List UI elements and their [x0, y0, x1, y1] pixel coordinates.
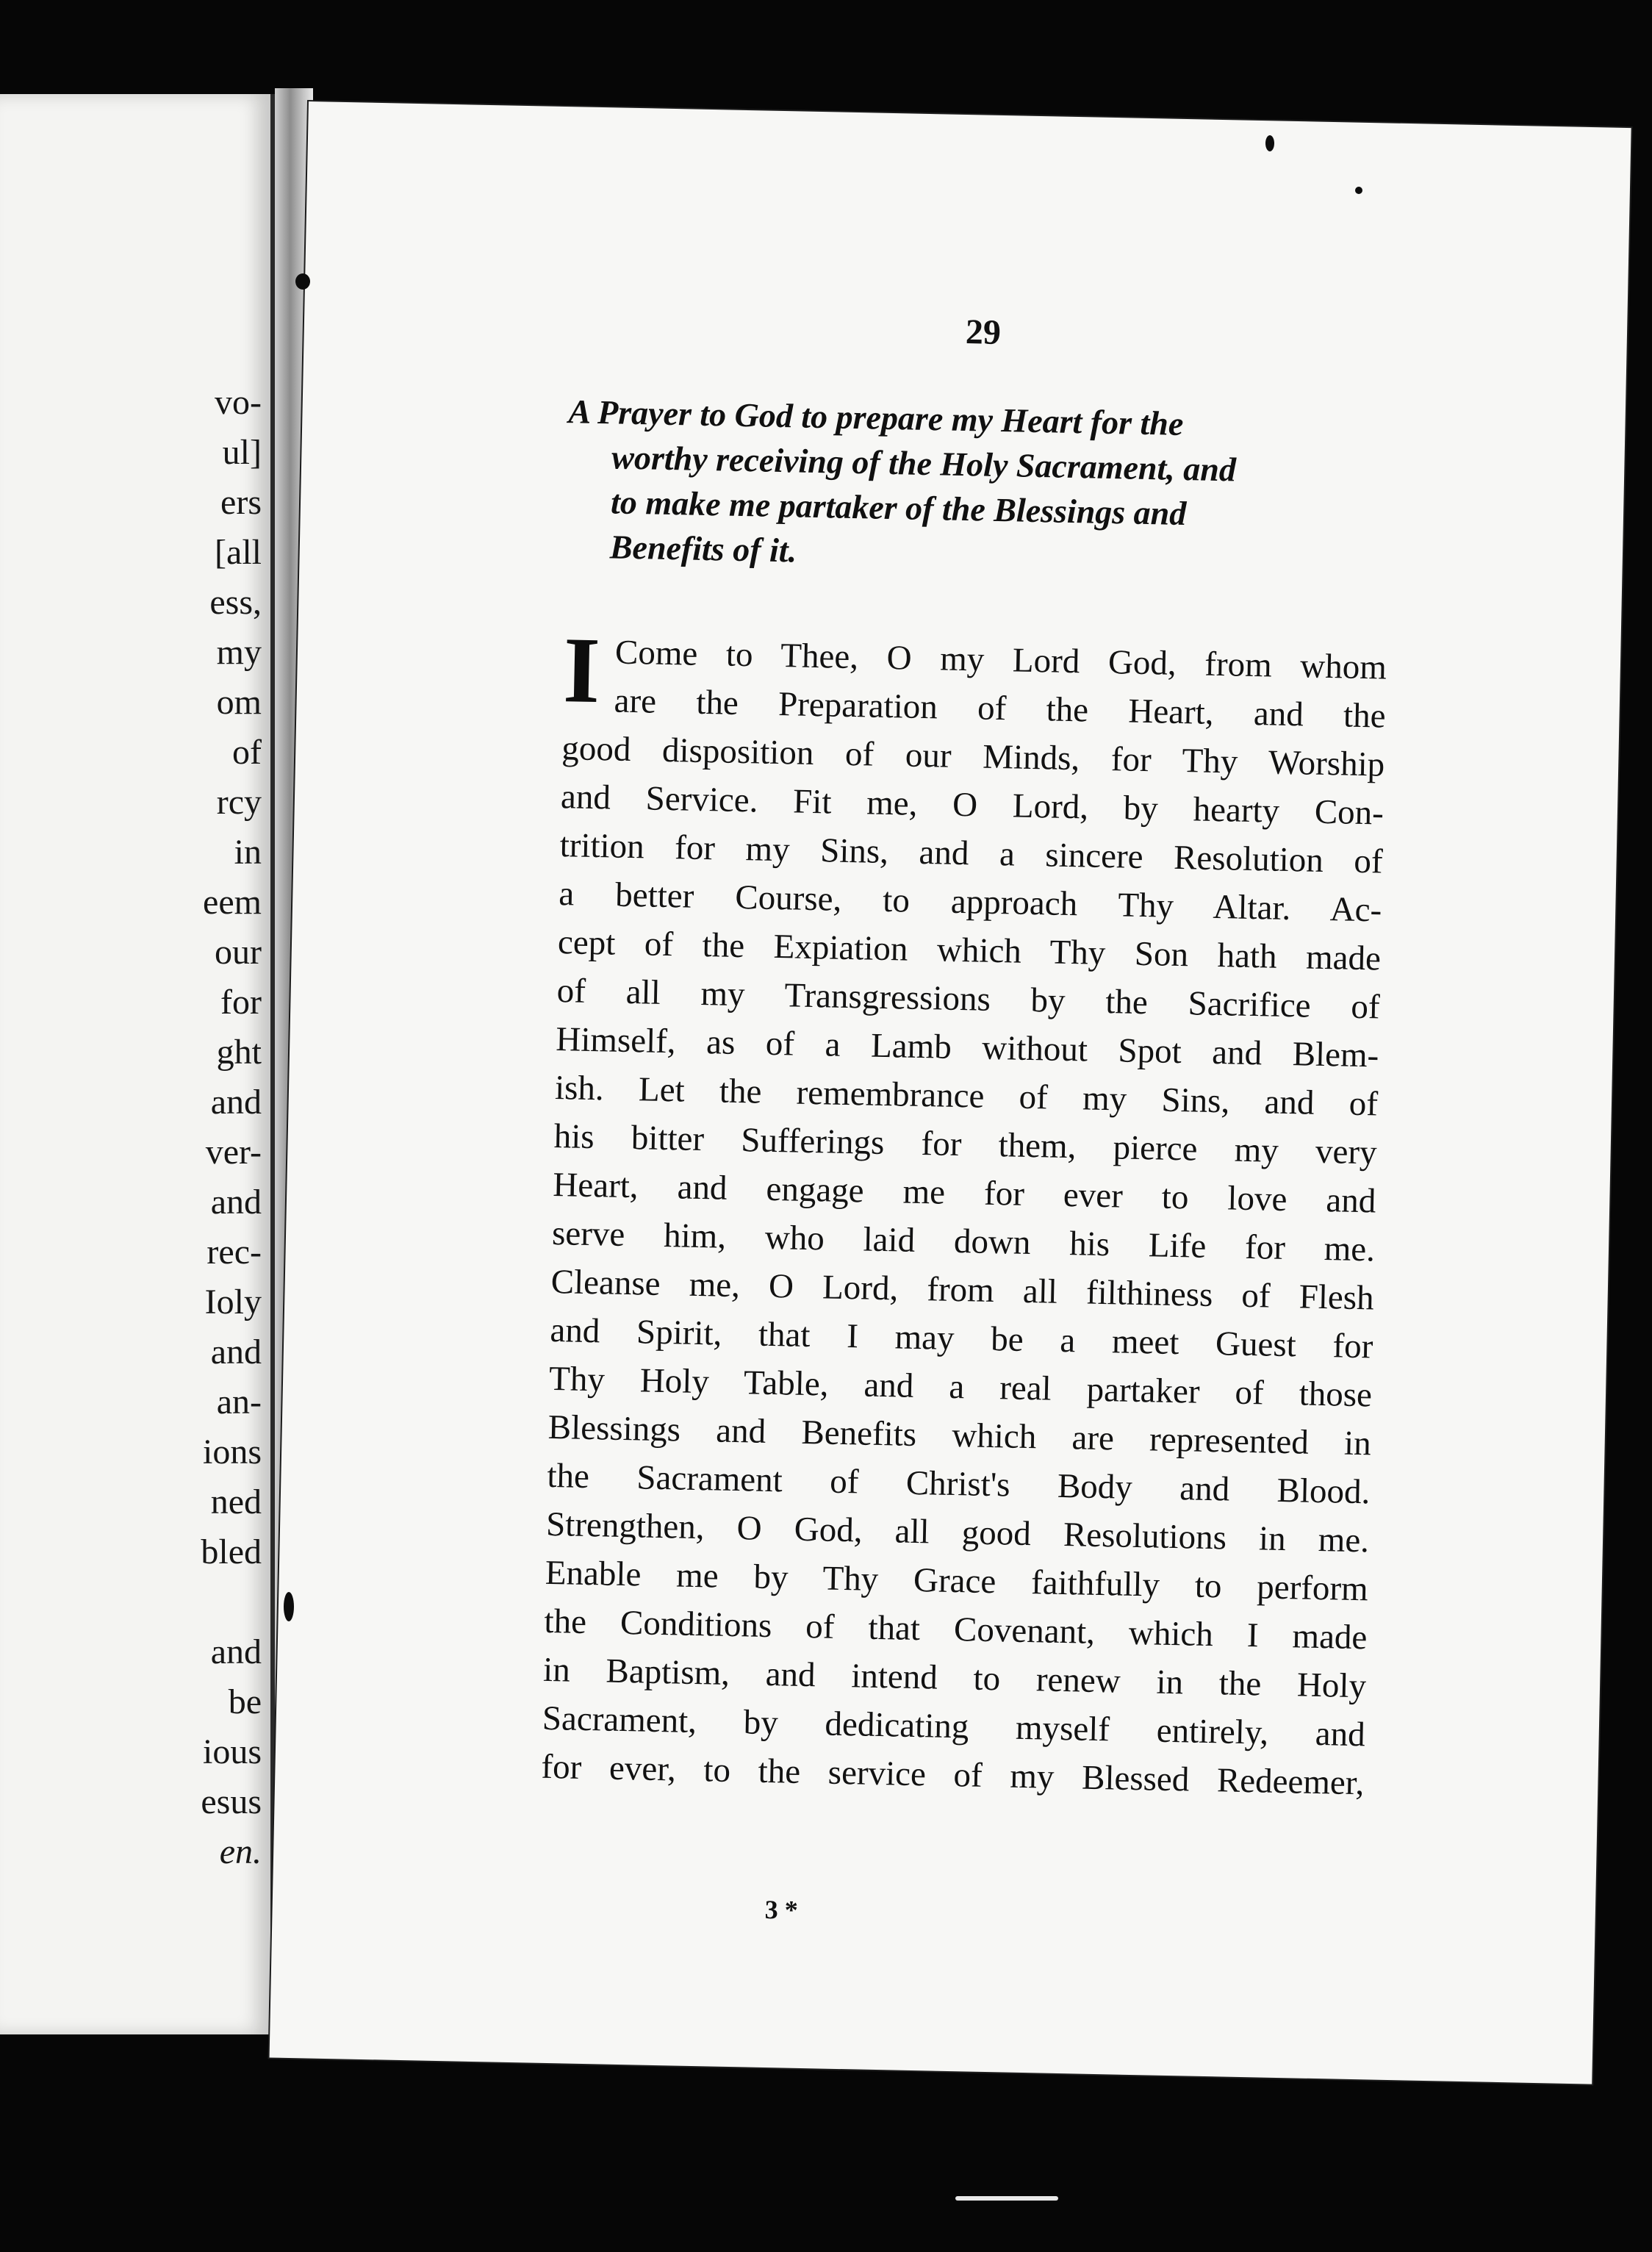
- prayer-body: [541, 617, 1387, 1807]
- body-line: and Service. Fit me, O Lord, by hearty Con-: [560, 778, 1385, 833]
- left-page-line: my: [216, 633, 262, 672]
- left-page-line: en.: [219, 1832, 262, 1871]
- left-page-line: of: [232, 733, 262, 772]
- left-page-line: ious: [202, 1732, 262, 1771]
- left-page-line: ul]: [222, 433, 262, 472]
- scan-speck: [1265, 135, 1274, 151]
- left-page-line: ver-: [205, 1133, 262, 1172]
- left-page-line: ions: [202, 1432, 262, 1471]
- right-page: [270, 101, 1631, 2084]
- left-page-line: Ioly: [204, 1283, 262, 1322]
- body-line: cept of the Expiation which Thy Son hath made: [557, 923, 1382, 978]
- left-page-line: ght: [216, 1033, 262, 1072]
- page-number: 29: [965, 312, 1002, 352]
- body-line: a better Course, to approach Thy Altar. Ac-: [558, 875, 1382, 930]
- body-line: Sacrament, by dedicating myself entirely, and: [542, 1699, 1366, 1754]
- left-page-line: ned: [210, 1482, 262, 1521]
- left-page-line: om: [216, 683, 262, 722]
- body-line: the Conditions of that Covenant, which I made: [544, 1602, 1368, 1657]
- scan-streak: [955, 2196, 1058, 2201]
- left-page-line: rec-: [206, 1233, 262, 1272]
- scan-speck: [295, 273, 310, 290]
- body-line: Come to Thee, O my Lord God, from whom: [614, 633, 1387, 687]
- signature-mark: 3 *: [764, 1894, 799, 1925]
- left-page-line: rcy: [216, 783, 262, 822]
- heading-line: to make me partaker of the Blessings and: [610, 483, 1187, 533]
- left-page-line: and: [210, 1632, 262, 1671]
- body-line: his bitter Sufferings for them, pierce my very: [553, 1116, 1378, 1172]
- heading-line: Benefits of it.: [609, 528, 797, 570]
- body-line: Strengthen, O God, all good Resolutions in me.: [545, 1505, 1370, 1560]
- left-page: [0, 94, 275, 2034]
- scan-speck: [1355, 187, 1362, 194]
- body-line: serve him, who laid down his Life for me.: [551, 1213, 1376, 1269]
- heading-line: worthy receiving of the Holy Sacrament, and: [611, 438, 1237, 489]
- left-page-line: in: [234, 833, 262, 872]
- body-line: trition for my Sins, and a sincere Resolution of: [559, 826, 1384, 881]
- body-line: Heart, and engage me for ever to love and: [552, 1165, 1376, 1221]
- body-line: and Spirit, that I may be a meet Guest for: [549, 1310, 1373, 1366]
- scan-speck: [284, 1592, 294, 1621]
- left-page-line: ers: [220, 483, 262, 522]
- body-line: for ever, to the service of my Blessed Redeemer,: [541, 1747, 1365, 1803]
- left-page-line: our: [215, 933, 262, 972]
- left-page-line: vo-: [215, 383, 262, 422]
- left-page-line: esus: [201, 1782, 262, 1821]
- left-page-line: an-: [216, 1383, 262, 1421]
- heading-line: A Prayer to God to prepare my Heart for the: [568, 392, 1184, 442]
- body-line: the Sacrament of Christ's Body and Blood.: [547, 1456, 1371, 1512]
- body-line: Thy Holy Table, and a real partaker of those: [548, 1359, 1373, 1415]
- body-line: good disposition of our Minds, for Thy Worship: [561, 729, 1385, 784]
- body-line: Blessings and Benefits which are represented in: [547, 1408, 1372, 1463]
- left-page-line: eem: [203, 883, 262, 922]
- body-line: in Baptism, and intend to renew in the Holy: [542, 1650, 1367, 1706]
- body-line: ish. Let the remembrance of my Sins, and of: [554, 1069, 1379, 1124]
- left-page-line: ess,: [209, 583, 262, 622]
- body-line: Cleanse me, O Lord, from all filthiness of Flesh: [550, 1262, 1375, 1318]
- left-page-line: and: [210, 1333, 262, 1371]
- left-page-line: for: [220, 983, 262, 1022]
- body-line: Himself, as of a Lamb without Spot and Blem-: [555, 1020, 1379, 1075]
- drop-cap: I: [562, 617, 601, 723]
- prayer-heading: [565, 389, 1392, 584]
- body-line: Enable me by Thy Grace faithfully to perform: [545, 1553, 1369, 1609]
- body-line: of all my Transgressions by the Sacrifice of: [556, 972, 1381, 1027]
- left-page-line: bled: [201, 1532, 262, 1571]
- left-page-line: be: [228, 1682, 262, 1721]
- left-page-line: and: [210, 1083, 262, 1122]
- left-page-line: and: [210, 1183, 262, 1222]
- left-page-line: [all: [215, 533, 262, 572]
- body-line: are the Preparation of the Heart, and the: [614, 681, 1387, 736]
